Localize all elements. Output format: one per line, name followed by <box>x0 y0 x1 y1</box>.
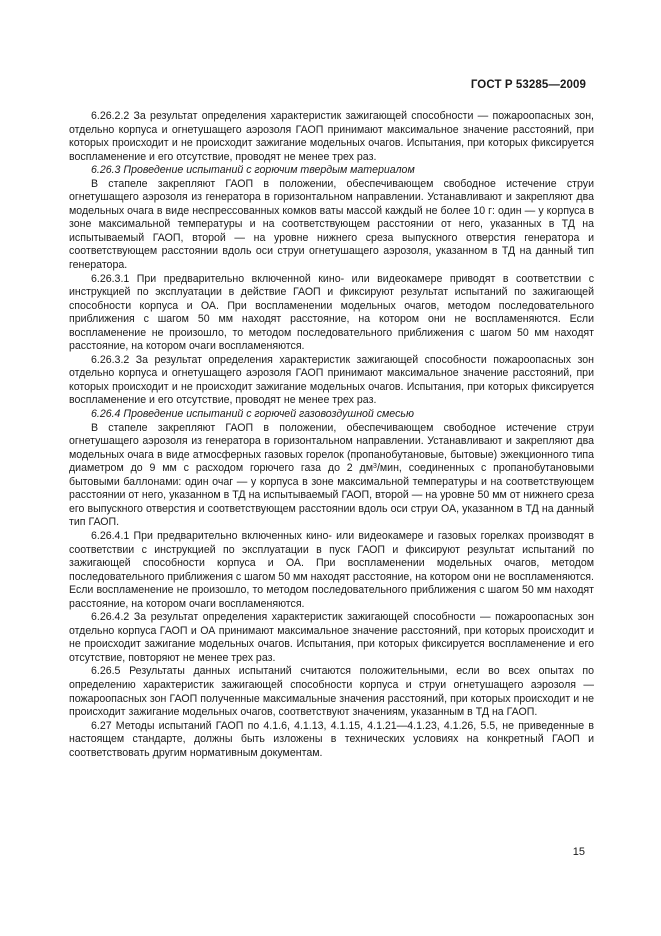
paragraph-6-27: 6.27 Методы испытаний ГАОП по 4.1.6, 4.1.13, 4.1.15, 4.1.21—4.1.23, 4.1.26, 5.5, не приведенные в настоящем стандарте, должны быть изложены в технических условиях на конкретный ГАОП и соответствовать другим нормативным документам. <box>69 719 594 759</box>
paragraph-6-26-3-1: 6.26.3.1 При предварительно включенной кино- или видеокамере приводят в соответствии с инструкцией по эксплуатации в действие ГАОП и фиксируют результат испытаний по зажигающей способности корпуса и ОА. При воспламенении модельных очагов, методом последовательного приближения с шагом 50 мм находят расстояние, на котором они не воспламеняются. Если воспламенение не произошло, то методом последовательного приближения с шагом 50 мм находят расстояние, на котором очаги воспламеняются. <box>69 272 594 353</box>
paragraph-6-26-3-setup: В стапеле закрепляют ГАОП в положении, обеспечивающем свободное истечение струи огнетушащего аэрозоля из генератора в горизонтальном направлении. Устанавливают и закрепляют два модельных очага в виде неспрессованных комков ваты массой каждый не более 10 г: один — у корпуса в зоне максимальной температуры и на соответствующем расстоянии от него, указанных в ТД на испытываемый ГАОП, второй — на уровне нижнего среза выпускного отверстия генератора и соответствующем расстоянии вдоль оси струи огнетушащего аэрозоля, указанном в ТД на данный тип генератора. <box>69 177 594 272</box>
document-body <box>69 110 594 760</box>
paragraph-6-26-2-2: 6.26.2.2 За результат определения характеристик зажигающей способности — пожароопасных зон, отдельно корпуса и огнетушащего аэрозоля ГАОП принимают максимальное значение расстояний, при которых происходит и не происходит зажигание модельных очагов. Испытания, при которых фиксируется воспламенение и его отсутствие, проводят не менее трех раз. <box>69 110 594 163</box>
paragraph-6-26-4-setup-part1: В стапеле закрепляют ГАОП в положении, обеспечивающем свободное истечение струи огнетушащего аэрозоля из генератора в горизонтальном направлении. Устанавливают и закрепляют два модельных очага в виде атмосферных газовых горелок (пропанобутановые, бытовые) эжекционного типа диаметром до 9 мм с расходом горючего газа до 2 дм <box>69 421 594 475</box>
paragraph-6-26-3-2: 6.26.3.2 За результат определения характеристик зажигающей способности пожароопасных зон отдельно корпуса и огнетушащего аэрозоля ГАОП принимают максимальное значение расстояний, при которых происходит и не происходит зажигание модельных очагов. Испытания, при которых фиксируется воспламенение и его отсутствие, проводят не менее трех раз. <box>69 353 594 407</box>
paragraph-6-26-4-setup <box>69 422 594 530</box>
paragraph-6-26-4-setup-part2: /мин, соединенных с пропанобутановыми бытовыми баллонами: один очаг — у корпуса в зоне максимальной температуры и на соответствующем расстоянии от него, указанном в ТД на испытываемый ГАОП, второй — на уровне 50 мм от нижнего среза его выпускного отверстия и соответствующем расстоянии вдоль оси струи ОА, указанном в ТД на данный тип ГАОП. <box>69 462 594 529</box>
section-heading-6-26-4: 6.26.4 Проведение испытаний с горючей газовоздушной смесью <box>91 408 414 421</box>
page-number: 15 <box>572 846 585 858</box>
superscript-cube: 3 <box>373 463 377 471</box>
section-heading-6-26-3: 6.26.3 Проведение испытаний с горючим твердым материалом <box>91 164 415 177</box>
paragraph-6-26-4-2: 6.26.4.2 За результат определения характеристик зажигающей способности — пожароопасных зон отдельно корпуса ГАОП и ОА принимают максимальное значение расстояний, при которых происходит и не происходит зажигание модельных очагов. Испытания, при которых фиксируется воспламенение и его отсутствие, повторяют не менее трех раз. <box>69 611 594 664</box>
document-header: ГОСТ Р 53285—2009 <box>470 79 586 91</box>
paragraph-6-26-4-1: 6.26.4.1 При предварительно включенных кино- или видеокамере и газовых горелках производят в соответствии с инструкцией по эксплуатации в пуск ГАОП и фиксируют результат испытаний по зажигающей способности корпуса и ОА. При воспламенении модельных очагов, методом последовательного приближения с шагом 50 мм находят расстояние, на котором они не воспламеняются. Если воспламенение не произошло, то методом последовательного приближения с шагом 50 мм находят расстояние, на котором очаги воспламеняются. <box>69 529 594 610</box>
paragraph-6-26-5: 6.26.5 Результаты данных испытаний считаются положительными, если во всех опытах по определению характеристик зажигающей способности корпуса и струи огнетушащего аэрозоля — пожароопасных зон ГАОП полученные максимальные значения расстояний, при которых происходит и не происходит зажигание модельных очагов, соответствуют значениям, указанным в ТД на ГАОП. <box>69 665 594 719</box>
